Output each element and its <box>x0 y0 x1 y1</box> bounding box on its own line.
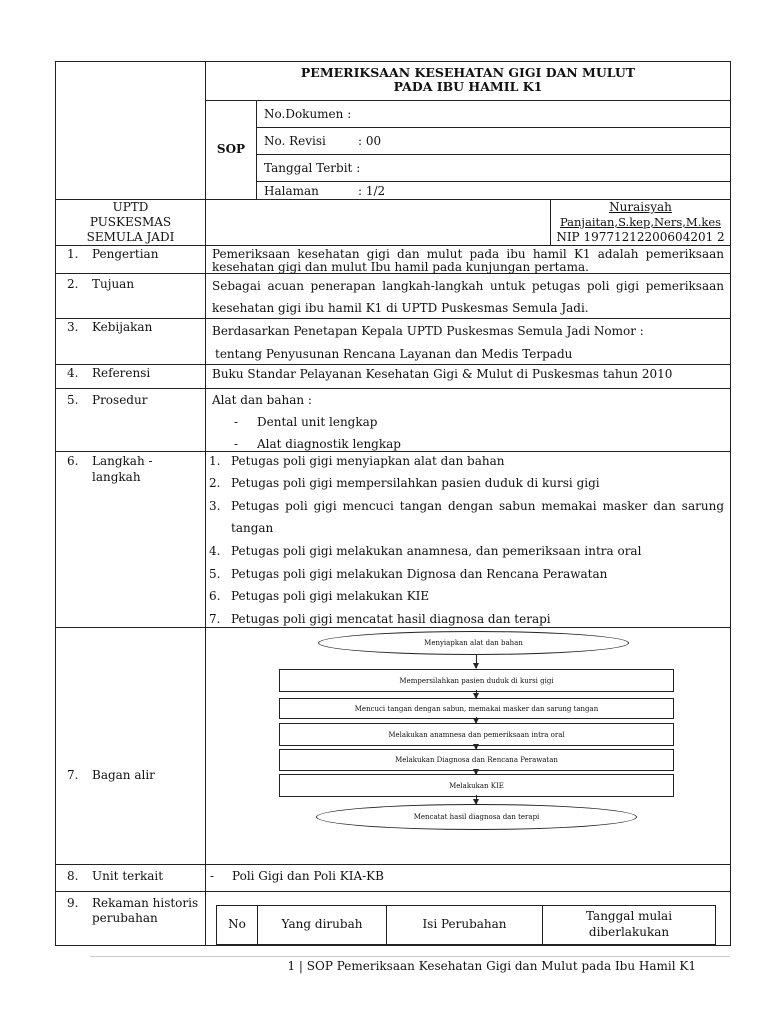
flow-step-box <box>279 669 674 692</box>
section-label-langkah: Langkah - <box>92 454 153 468</box>
flow-label: Melakukan anamnesa dan pemeriksaan intra oral <box>388 730 565 739</box>
tujuan-text-line2: kesehatan gigi ibu hamil K1 di UPTD Puskesmas Semula Jadi. <box>212 301 589 315</box>
page-footer: 1 | SOP Pemeriksaan Kesehatan Gigi dan Mulut pada Ibu Hamil K1 <box>287 959 696 973</box>
no-revisi-value: : 00 <box>358 134 382 148</box>
flow-label: Mencuci tangan dengan sabun, memakai masker dan sarung tangan <box>354 704 599 713</box>
section-number: 7. <box>67 768 79 782</box>
flow-start-ellipse <box>318 631 629 655</box>
section-label-tujuan: Tujuan <box>92 277 135 291</box>
list-bullet: - <box>210 869 215 883</box>
history-col-no: No <box>228 917 246 931</box>
step-text: Petugas poli gigi mempersilahkan pasien duduk di kursi gigi <box>231 476 600 490</box>
step-number: 3. <box>209 499 221 513</box>
flow-end-ellipse <box>316 804 637 830</box>
flow-label: Melakukan Diagnosa dan Rencana Perawatan <box>395 756 558 764</box>
prosedur-intro: Alat dan bahan : <box>212 393 312 407</box>
flow-step-box <box>279 774 674 797</box>
flow-arrow <box>476 795 477 804</box>
org-name-line1: UPTD <box>112 200 149 214</box>
signatory-name: Nuraisyah <box>609 200 672 214</box>
section-number: 2. <box>67 277 79 291</box>
flow-arrow <box>476 690 477 698</box>
no-revisi-label: No. Revisi <box>264 134 326 148</box>
list-item: Alat diagnostik lengkap <box>257 437 401 451</box>
step-text: Petugas poli gigi melakukan KIE <box>231 589 430 603</box>
flow-label: Menyiapkan alat dan bahan <box>424 639 523 647</box>
step-text-continuation: tangan <box>231 521 274 535</box>
kebijakan-text-line1: Berdasarkan Penetapan Kepala UPTD Puskesmas Semula Jadi Nomor : <box>212 324 644 338</box>
section-label-rekaman: Rekaman historis <box>92 896 199 910</box>
step-text: Petugas poli gigi menyiapkan alat dan bahan <box>231 454 505 468</box>
section-number: 1. <box>67 247 79 261</box>
no-dokumen: No.Dokumen : <box>264 107 352 121</box>
pengertian-text-line2: kesehatan gigi dan mulut Ibu hamil pada kunjungan pertama. <box>212 260 589 274</box>
flow-arrow <box>476 654 477 668</box>
history-col-tanggal-line2: diberlakukan <box>588 925 670 939</box>
pengertian-text-line1: Pemeriksaan kesehatan gigi dan mulut pada ibu hamil K1 adalah pemeriksaan <box>212 247 724 261</box>
section-label-kebijakan: Kebijakan <box>92 320 153 334</box>
step-number: 2. <box>209 476 221 490</box>
halaman-label: Halaman <box>264 184 319 198</box>
tanggal-terbit: Tanggal Terbit : <box>264 161 361 175</box>
org-name-line3: SEMULA JADI <box>86 230 175 244</box>
section-number: 5. <box>67 393 79 407</box>
section-label-prosedur: Prosedur <box>92 393 148 407</box>
history-col-yang-dirubah: Yang dirubah <box>281 917 363 931</box>
section-number: 9. <box>67 896 79 910</box>
step-text: Petugas poli gigi mencuci tangan dengan sabun memakai masker dan sarung <box>231 499 724 513</box>
unit-terkait-text: Poli Gigi dan Poli KIA-KB <box>232 869 384 883</box>
referensi-text: Buku Standar Pelayanan Kesehatan Gigi & Mulut di Puskesmas tahun 2010 <box>212 367 673 381</box>
list-item: Dental unit lengkap <box>257 415 378 429</box>
section-number: 3. <box>67 320 79 334</box>
section-label-referensi: Referensi <box>92 366 151 380</box>
flow-step-box <box>279 698 674 719</box>
step-number: 6. <box>209 589 221 603</box>
section-label-rekaman-line2: perubahan <box>92 911 158 925</box>
flow-label: Melakukan KIE <box>449 781 504 790</box>
history-col-isi-perubahan: Isi Perubahan <box>422 917 507 931</box>
section-label-bagan-alir: Bagan alir <box>92 768 155 782</box>
step-number: 1. <box>209 454 221 468</box>
step-number: 7. <box>209 612 221 626</box>
halaman-value: : 1/2 <box>358 184 386 198</box>
list-bullet: - <box>234 415 239 429</box>
flow-step-box <box>279 749 674 771</box>
sop-label: SOP <box>216 142 246 156</box>
flow-label: Mencatat hasil diagnosa dan terapi <box>413 813 540 821</box>
section-label-unit-terkait: Unit terkait <box>92 869 164 883</box>
step-text: Petugas poli gigi melakukan anamnesa, dan pemeriksaan intra oral <box>231 544 642 558</box>
section-number: 6. <box>67 454 79 468</box>
step-number: 5. <box>209 567 221 581</box>
step-text: Petugas poli gigi melakukan Dignosa dan Rencana Perawatan <box>231 567 608 581</box>
section-number: 8. <box>67 869 79 883</box>
section-label-langkah-line2: langkah <box>92 470 141 484</box>
section-label-pengertian: Pengertian <box>92 247 159 261</box>
flow-step-box <box>279 723 674 746</box>
footer-rule <box>90 956 730 957</box>
section-number: 4. <box>67 366 79 380</box>
signatory-title: Panjaitan,S.kep,Ners,M.kes <box>559 215 722 229</box>
flow-label: Mempersilahkan pasien duduk di kursi gigi <box>399 676 554 685</box>
signatory-nip: NIP 19771212200604201 2 <box>556 230 725 244</box>
org-name-line2: PUSKESMAS <box>89 215 172 229</box>
tujuan-text-line1: Sebagai acuan penerapan langkah-langkah untuk petugas poli gigi pemeriksaan <box>212 279 724 293</box>
history-col-tanggal-line1: Tanggal mulai <box>585 909 673 923</box>
document-title-line2: PADA IBU HAMIL K1 <box>393 79 543 94</box>
step-text: Petugas poli gigi mencatat hasil diagnosa dan terapi <box>231 612 551 626</box>
step-number: 4. <box>209 544 221 558</box>
document-title-line1: PEMERIKSAAN KESEHATAN GIGI DAN MULUT <box>300 65 636 80</box>
kebijakan-text-line2: tentang Penyusunan Rencana Layanan dan Medis Terpadu <box>215 347 573 361</box>
list-bullet: - <box>234 437 239 451</box>
